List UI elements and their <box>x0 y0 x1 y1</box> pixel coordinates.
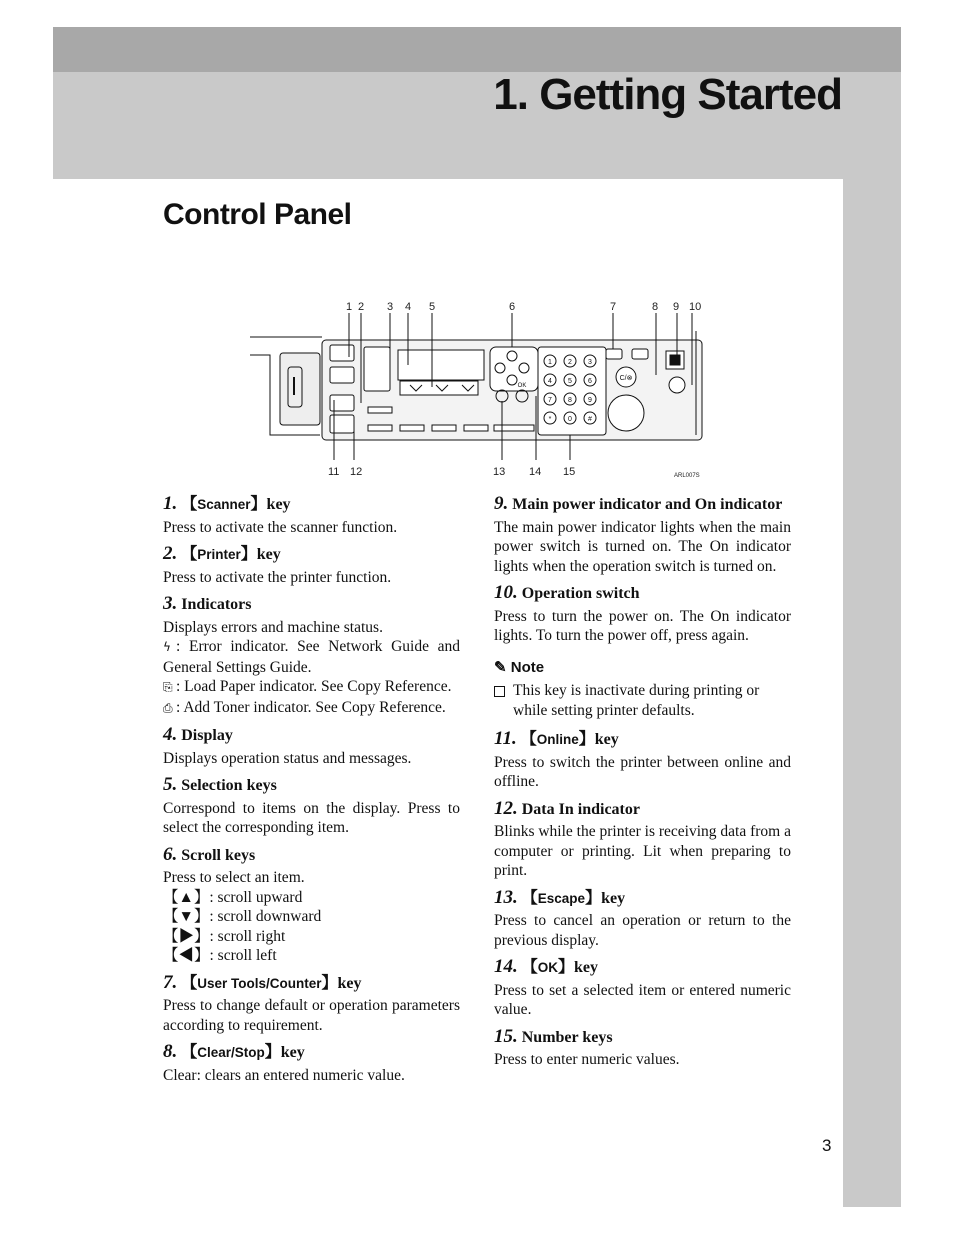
diagram-label-2: 2 <box>358 301 365 313</box>
keypad-key-8: 8 <box>568 397 572 404</box>
item-number: 14. <box>494 956 518 977</box>
item-7 <box>163 973 460 1036</box>
item-title: Number keys <box>521 1028 613 1046</box>
diagram-label-15: 15 <box>563 466 576 478</box>
item-description <box>494 911 791 950</box>
diagram-label-4: 4 <box>405 301 412 313</box>
item-description <box>494 518 791 577</box>
item-heading <box>494 583 791 604</box>
item-description <box>494 981 791 1020</box>
item-2 <box>163 544 460 587</box>
item-4 <box>163 725 460 768</box>
description-line: 【◀】: scroll left <box>163 947 277 964</box>
item-title: 】key <box>578 731 619 748</box>
page-number: 3 <box>822 1136 832 1155</box>
item-number: 11. <box>494 728 517 749</box>
item-title: 】key <box>250 496 291 513</box>
item-5 <box>163 775 460 838</box>
item-13 <box>494 888 791 951</box>
description-line: Press to cancel an operation or return to the previous display. <box>494 912 791 949</box>
item-title: Display <box>181 727 233 744</box>
diagram-label-1: 1 <box>346 301 353 313</box>
description-line: 【▼】: scroll downward <box>163 908 322 925</box>
diagram-label-7: 7 <box>610 301 617 313</box>
diagram-label-13: 13 <box>493 466 506 478</box>
item-title: Operation switch <box>521 585 640 602</box>
description-line: 【▲】: scroll upward <box>163 888 303 906</box>
item-description <box>494 822 791 881</box>
description-line: Clear: clears an entered numeric value. <box>163 1066 405 1084</box>
note-title: Note <box>510 658 545 676</box>
diagram-label-8: 8 <box>652 301 659 313</box>
item-heading <box>163 544 460 565</box>
description-line: 【▶】: scroll right <box>163 927 286 945</box>
description-line: Blinks while the printer is receiving data from a computer or printing. Lit when preparing to print. <box>494 823 791 879</box>
item-15 <box>494 1027 791 1070</box>
item-6 <box>163 845 460 966</box>
diagram-label-14: 14 <box>529 466 542 478</box>
key-name: Scanner <box>197 497 251 512</box>
item-heading <box>163 775 460 796</box>
key-name: User Tools/Counter <box>197 975 322 991</box>
item-heading <box>494 799 791 820</box>
item-1 <box>163 494 460 537</box>
item-heading <box>494 957 791 978</box>
item-number: 7. <box>163 971 178 993</box>
keypad-key-6: 6 <box>588 378 592 385</box>
item-number: 15. <box>494 1025 518 1047</box>
item-number: 6. <box>163 843 178 865</box>
item-12 <box>494 799 791 881</box>
item-description <box>163 518 460 538</box>
keypad-key-4: 4 <box>548 378 552 385</box>
item-description <box>494 1050 791 1070</box>
description-line: Press to turn the power on. The On indicator lights. To turn the power off, press again. <box>494 607 791 644</box>
ok-key-label: OK <box>517 383 527 389</box>
indicator-line <box>163 677 460 698</box>
item-title: Main power indicator and On indicator <box>512 496 783 513</box>
indicator-text: : Add Toner indicator. See Copy Reference. <box>176 698 446 716</box>
item-number: 4. <box>163 724 178 745</box>
item-title: Indicators <box>181 596 252 613</box>
description-line: Press to activate the printer function. <box>163 568 392 586</box>
note-icon: ✎ <box>494 658 507 676</box>
diagram-label-3: 3 <box>387 301 394 313</box>
indicator-icon: ϟ <box>163 640 171 654</box>
item-description <box>163 749 460 769</box>
item-number: 9. <box>494 493 509 514</box>
keypad-key-7: 7 <box>548 397 552 404</box>
bracket-open: 【 <box>181 546 198 563</box>
indicator-text: : Error indicator. See Network Guide and General Settings Guide. <box>163 638 460 676</box>
description-line: Press to select an item. <box>163 869 305 886</box>
key-name: Printer <box>197 547 241 562</box>
description-line: Displays operation status and messages. <box>163 749 412 767</box>
key-name: OK <box>537 960 559 975</box>
diagram-label-12: 12 <box>350 466 363 478</box>
item-14 <box>494 957 791 1020</box>
item-description <box>163 799 460 838</box>
item-8 <box>163 1042 460 1085</box>
item-title: Scroll keys <box>181 846 256 864</box>
checkbox-bullet-icon <box>494 686 505 697</box>
item-number: 2. <box>163 543 178 564</box>
diagram-label-5: 5 <box>429 301 436 313</box>
indicator-icon: ⎙ <box>163 700 173 715</box>
item-title: Data In indicator <box>521 800 640 818</box>
item-description <box>163 868 460 966</box>
key-name: Clear/Stop <box>197 1045 265 1060</box>
control-panel-diagram <box>250 295 710 485</box>
bracket-open: 【 <box>521 889 538 907</box>
item-title: 】key <box>321 974 362 992</box>
item-heading <box>163 973 460 994</box>
item-title: 】key <box>240 546 281 563</box>
description-line: Press to switch the printer between online and offline. <box>494 753 791 790</box>
description-line: Press to change default or operation parameters according to requirement. <box>163 997 460 1034</box>
item-description <box>163 568 460 588</box>
item-description <box>494 753 791 792</box>
item-number: 8. <box>163 1041 178 1062</box>
item-10 <box>494 583 791 646</box>
description-line: Correspond to items on the display. Press to select the corresponding item. <box>163 799 460 836</box>
diagram-label-9: 9 <box>673 301 680 313</box>
indicator-line <box>163 637 460 677</box>
item-heading <box>163 845 460 866</box>
item-number: 3. <box>163 593 178 614</box>
diagram-label-11: 11 <box>328 466 340 478</box>
keypad-key-5: 5 <box>568 378 572 385</box>
keypad-key-9: 9 <box>588 397 592 404</box>
item-description <box>163 1066 460 1086</box>
key-name: Online <box>536 732 579 747</box>
description-line: Displays errors and machine status. <box>163 618 383 636</box>
bracket-open: 【 <box>521 959 538 976</box>
keypad-key-0: 0 <box>568 416 572 423</box>
bracket-open: 【 <box>181 496 198 513</box>
item-description <box>163 618 460 719</box>
diagram-label-6: 6 <box>509 301 516 313</box>
description-line: Press to enter numeric values. <box>494 1051 680 1068</box>
note-heading <box>494 658 791 678</box>
item-9 <box>494 494 791 576</box>
chapter-header-top-strip <box>53 27 901 72</box>
keypad-key-2: 2 <box>568 359 572 366</box>
diagram-code: ARL007S <box>674 473 700 479</box>
item-number: 13. <box>494 886 518 908</box>
note-item <box>494 681 791 720</box>
bracket-open: 【 <box>520 731 537 748</box>
item-heading <box>163 725 460 746</box>
diagram-label-10: 10 <box>689 301 702 313</box>
keypad-key-3: 3 <box>588 359 592 366</box>
item-heading <box>163 494 460 515</box>
keypad-key-star: * <box>548 416 552 423</box>
item-heading <box>163 1042 460 1063</box>
item-heading <box>494 1027 791 1048</box>
bracket-open: 【 <box>181 974 198 992</box>
item-title: 】key <box>264 1044 305 1061</box>
right-column <box>494 494 791 1077</box>
side-thumb-bar <box>843 179 901 1207</box>
description-line: The main power indicator lights when the main power switch is turned on. The On indicator lights when the operation switch is turned on. <box>494 518 791 575</box>
item-title: 】key <box>558 959 599 976</box>
item-number: 5. <box>163 774 178 795</box>
indicator-line <box>163 698 460 719</box>
key-name: Escape <box>537 890 586 906</box>
indicator-text: : Load Paper indicator. See Copy Reference. <box>176 678 452 695</box>
bracket-open: 【 <box>181 1044 198 1061</box>
item-11 <box>494 729 791 792</box>
item-title: 】key <box>585 889 626 907</box>
clear-stop-key-label: C/⊗ <box>619 375 633 382</box>
item-heading <box>163 594 460 615</box>
left-column <box>163 494 460 1092</box>
item-title: Selection keys <box>181 777 277 794</box>
item-number: 10. <box>494 582 518 603</box>
item-description <box>494 607 791 646</box>
note-text: This key is inactivate during printing or while setting printer defaults. <box>513 682 760 719</box>
item-number: 1. <box>163 493 178 514</box>
item-heading <box>494 888 791 909</box>
item-3 <box>163 594 460 718</box>
description-line: Press to set a selected item or entered numeric value. <box>494 981 791 1018</box>
item-heading <box>494 494 791 515</box>
item-heading <box>494 729 791 750</box>
item-description <box>163 996 460 1035</box>
description-line: Press to activate the scanner function. <box>163 518 398 536</box>
indicator-icon: ⎘ <box>163 680 173 694</box>
item-number: 12. <box>494 797 518 819</box>
keypad-key-1: 1 <box>548 359 552 366</box>
chapter-title: 1. Getting Started <box>493 70 842 119</box>
section-title: Control Panel <box>163 198 352 231</box>
keypad-key-hash: # <box>588 416 592 423</box>
